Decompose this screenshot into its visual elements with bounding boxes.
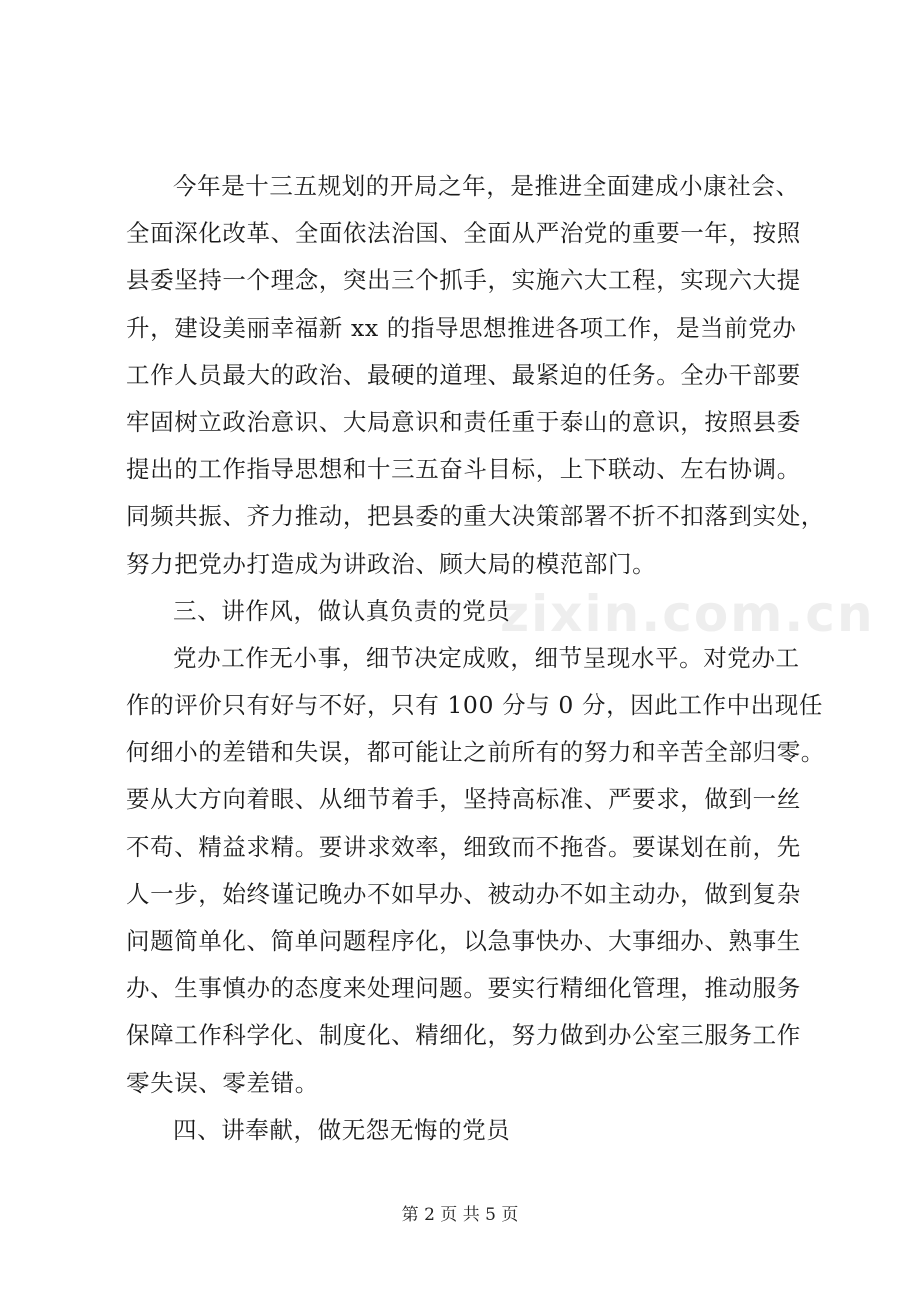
paragraph-line: 升，建设美丽幸福新 xx 的指导思想推进各项工作，是当前党办 [126, 313, 797, 342]
paragraph-line: 不苟、精益求精。要讲求效率，细致而不拖沓。要谋划在前，先 [126, 832, 801, 861]
paragraph-line: 人一步，始终谨记晚办不如早办、被动办不如主动办，做到复杂 [126, 879, 801, 908]
paragraph-line: 全面深化改革、全面依法治国、全面从严治党的重要一年，按照 [126, 219, 801, 248]
paragraph-line: 零失误、零差错。 [126, 1068, 319, 1097]
watermark: zixin.com.cn [500, 585, 875, 643]
section-heading: 四、讲奉献，做无怨无悔的党员 [173, 1115, 511, 1144]
paragraph-line: 问题简单化、简单问题程序化，以急事快办、大事细办、熟事生 [126, 927, 801, 955]
section-heading: 三、讲作风，做认真负责的党员 [173, 596, 511, 625]
paragraph-line: 努力把党办打造成为讲政治、顾大局的模范部门。 [126, 549, 657, 578]
paragraph-line: 保障工作科学化、制度化、精细化，努力做到办公室三服务工作 [126, 1021, 801, 1050]
paragraph-line: 要从大方向着眼、从细节着手，坚持高标准、严要求，做到一丝 [126, 785, 801, 814]
paragraph-line: 作的评价只有好与不好，只有 100 分与 0 分，因此工作中出现任 [126, 691, 823, 720]
paragraph-line: 何细小的差错和失误，都可能让之前所有的努力和辛苦全部归零。 [126, 738, 825, 767]
paragraph-line: 提出的工作指导思想和十三五奋斗目标，上下联动、左右协调。 [126, 455, 801, 484]
paragraph-line: 县委坚持一个理念，突出三个抓手，实施六大工程，实现六大提 [126, 266, 801, 295]
document-body [126, 163, 825, 1154]
paragraph-line: 牢固树立政治意识、大局意识和责任重于泰山的意识，按照县委 [126, 407, 801, 436]
paragraph-line: 同频共振、齐力推动，把县委的重大决策部署不折不扣落到实处， [126, 502, 825, 531]
page-footer: 第 2 页 共 5 页 [401, 1205, 519, 1225]
paragraph-line: 办、生事慎办的态度来处理问题。要实行精细化管理，推动服务 [126, 974, 801, 1003]
paragraph-line: 党办工作无小事，细节决定成败，细节呈现水平。对党办工 [173, 643, 800, 672]
paragraph-line: 今年是十三五规划的开局之年，是推进全面建成小康社会、 [173, 172, 800, 200]
paragraph-line: 工作人员最大的政治、最硬的道理、最紧迫的任务。全办干部要 [126, 360, 801, 389]
